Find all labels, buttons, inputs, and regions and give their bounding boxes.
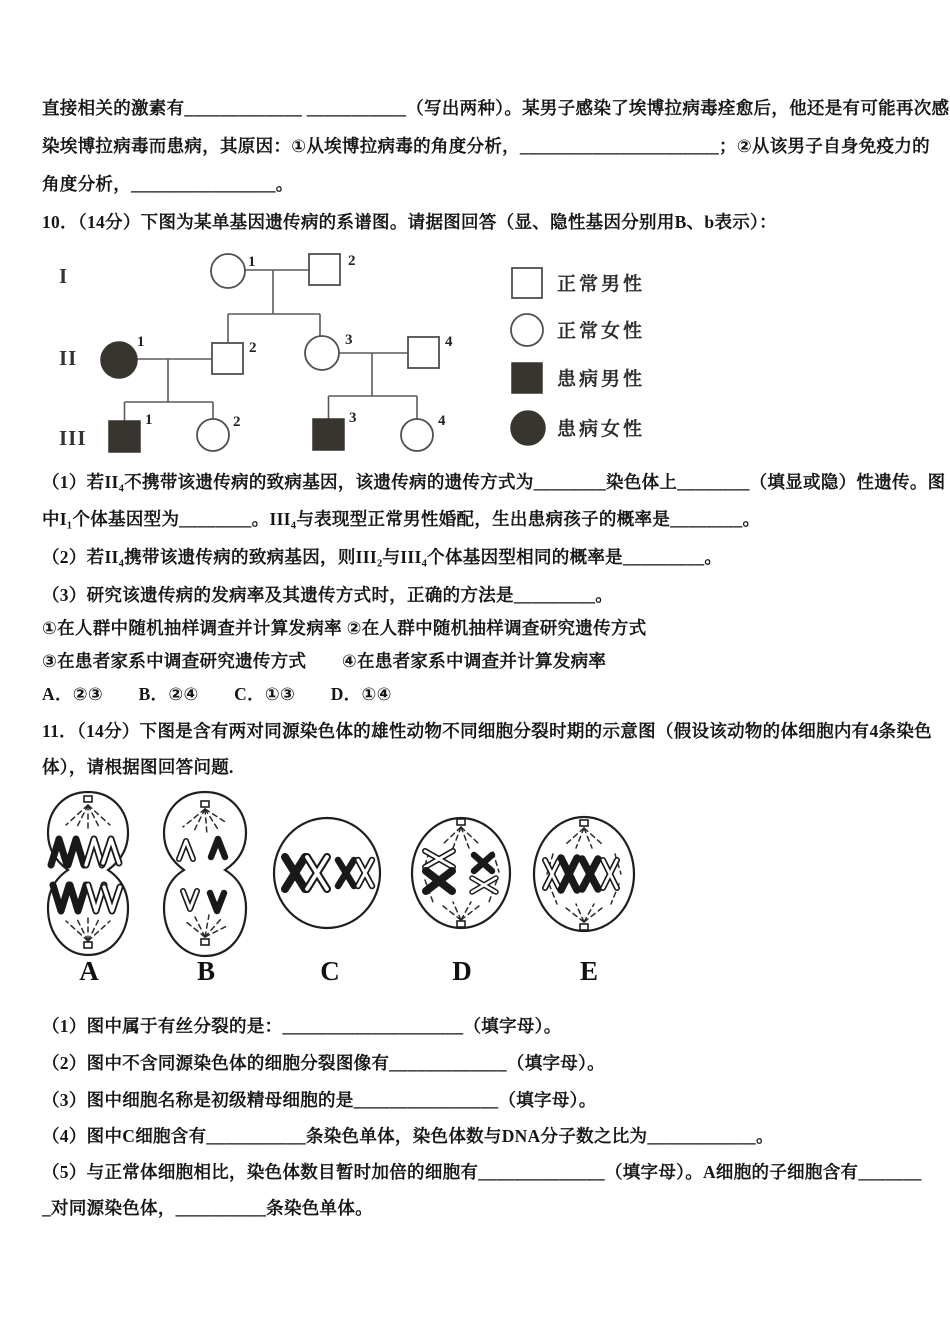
person-II-3-number: 3 [345, 332, 353, 348]
person-I-1-number: 1 [248, 254, 256, 270]
pedigree-legend [511, 268, 645, 445]
person-III-2-normal-female [197, 419, 229, 451]
person-I-1-normal-female [211, 254, 245, 288]
q10-method-options-2: ③在患者家系中调查研究遗传方式 ④在患者家系中调查并计算发病率 [42, 651, 607, 671]
q11-sub4: （4）图中C细胞含有___________条染色单体，染色体数与DNA分子数之比为____________。 [42, 1126, 774, 1146]
q10-sub2: （2）若II₄携带该遗传病的致病基因，则III₂与III₄个体基因型相同的概率是_________。 [42, 547, 723, 567]
q10-stem: 10．（14分）下图为某单基因遗传病的系谱图。请据图回答（显、隐性基因分别用B、b表示）： [42, 212, 777, 232]
person-II-1-number: 1 [137, 334, 145, 350]
cell-label-E: E [579, 956, 599, 986]
pedigree-lines [125, 270, 418, 421]
generation-label-3: III [59, 426, 87, 450]
legend-open-circle-icon [511, 314, 543, 346]
cell-D-top-centriole [457, 819, 465, 825]
pedigree-diagram [45, 248, 685, 462]
q11-sub5-line1: （5）与正常体细胞相比，染色体数目暂时加倍的细胞有______________（填字母）。A细胞的子细胞含有_______ [42, 1162, 922, 1182]
cell-D-bottom-centriole [457, 921, 465, 927]
person-III-2-number: 2 [233, 414, 241, 430]
person-III-3-number: 3 [349, 410, 357, 426]
cell-E-diagram [531, 814, 637, 936]
cell-B-top-chromosomes [179, 839, 225, 859]
q10-sub1-line1: （1）若II₄不携带该遗传病的致病基因，该遗传病的遗传方式为________染色体上________（填显或隐）性遗传。图 [42, 472, 946, 492]
generation-label-2: II [59, 346, 78, 370]
legend-filled-circle-icon [511, 411, 545, 445]
person-II-2-number: 2 [249, 340, 257, 356]
intro-line-3: 角度分析，________________。 [42, 174, 294, 194]
cell-label-C: C [320, 956, 340, 986]
legend-label-affected-female: 患病女性 [557, 419, 646, 440]
person-II-4-number: 4 [445, 334, 453, 350]
cell-B-membrane [164, 792, 246, 956]
cell-B-bottom-chromosomes [183, 891, 224, 911]
q11-sub5-line2: _对同源染色体，__________条染色单体。 [42, 1198, 373, 1218]
intro-line-1: 直接相关的激素有_____________ ___________（写出两种）。某男子感染了埃博拉病毒痊愈后，他还是有可能再次感 [42, 98, 950, 118]
intro-line-2: 染埃博拉病毒而患病，其原因：①从埃博拉病毒的角度分析，______________________；②从该男子自身免疫力的 [42, 136, 930, 156]
cell-B-top-spindle [183, 809, 227, 835]
q10-choices: A．②③ B．②④ C．①③ D．①④ [42, 684, 392, 704]
cell-D-chromosomes [425, 851, 496, 892]
cell-B-bottom-spindle [185, 915, 229, 937]
q11-sub3: （3）图中细胞名称是初级精母细胞的是________________（填字母）。 [42, 1090, 597, 1110]
cell-B-top-centriole [201, 801, 209, 807]
person-III-1-affected-male [109, 421, 140, 452]
legend-filled-square-icon [512, 363, 542, 393]
cell-A-bottom-spindle [66, 915, 110, 941]
person-III-4-normal-female [401, 419, 433, 451]
person-I-2-number: 2 [348, 253, 356, 269]
q10-method-options-1: ①在人群中随机抽样调查并计算发病率 ②在人群中随机抽样调查研究遗传方式 [42, 618, 647, 638]
cell-label-B: B [196, 956, 216, 986]
generation-label-1: I [59, 264, 69, 288]
legend-open-square-icon [512, 268, 542, 298]
cell-label-D: D [452, 956, 472, 986]
legend-label-normal-male: 正常男性 [557, 274, 646, 295]
person-II-3-normal-female [305, 336, 339, 370]
cell-E-chromosomes [545, 858, 617, 890]
cell-A-top-centriole [84, 796, 92, 802]
person-III-3-affected-male [313, 419, 344, 450]
person-III-4-number: 4 [438, 413, 446, 429]
legend-label-normal-female: 正常女性 [557, 321, 646, 342]
q11-sub1: （1）图中属于有丝分裂的是：____________________（填字母）。 [42, 1016, 562, 1036]
q11-stem-line1: 11．（14分）下图是含有两对同源染色体的雄性动物不同细胞分裂时期的示意图（假设该动物的体细胞内有4条染色 [42, 721, 932, 741]
cell-A-bottom-chromosomes [53, 885, 120, 911]
cell-B-bottom-centriole [201, 939, 209, 945]
cell-E-bottom-centriole [580, 924, 588, 930]
person-II-4-normal-male [408, 337, 439, 368]
cell-E-top-centriole [580, 820, 588, 826]
cell-D-diagram [409, 814, 513, 932]
cell-C-chromosomes [285, 857, 372, 889]
legend-label-affected-male: 患病男性 [557, 369, 646, 390]
cell-C-diagram [271, 815, 383, 931]
person-I-2-normal-male [309, 254, 340, 285]
q10-sub3: （3）研究该遗传病的发病率及其遗传方式时，正确的方法是_________。 [42, 585, 614, 605]
q11-sub2: （2）图中不含同源染色体的细胞分裂图像有_____________（填字母）。 [42, 1053, 605, 1073]
q11-stem-line2: 体），请根据图回答问题. [42, 757, 234, 777]
cell-A-top-spindle [66, 805, 110, 831]
cell-A-top-chromosomes [51, 839, 119, 865]
person-III-1-number: 1 [145, 412, 153, 428]
cell-B-diagram [155, 789, 255, 959]
cell-label-A: A [79, 956, 99, 986]
person-II-2-normal-male [212, 343, 243, 374]
q10-sub1-line2: 中I₁个体基因型为________。III₄与表现型正常男性婚配，生出患病孩子的概率是________。 [42, 509, 761, 529]
cell-A-bottom-centriole [84, 942, 92, 948]
person-II-1-affected-female [101, 342, 137, 378]
cell-A-diagram [42, 789, 134, 959]
